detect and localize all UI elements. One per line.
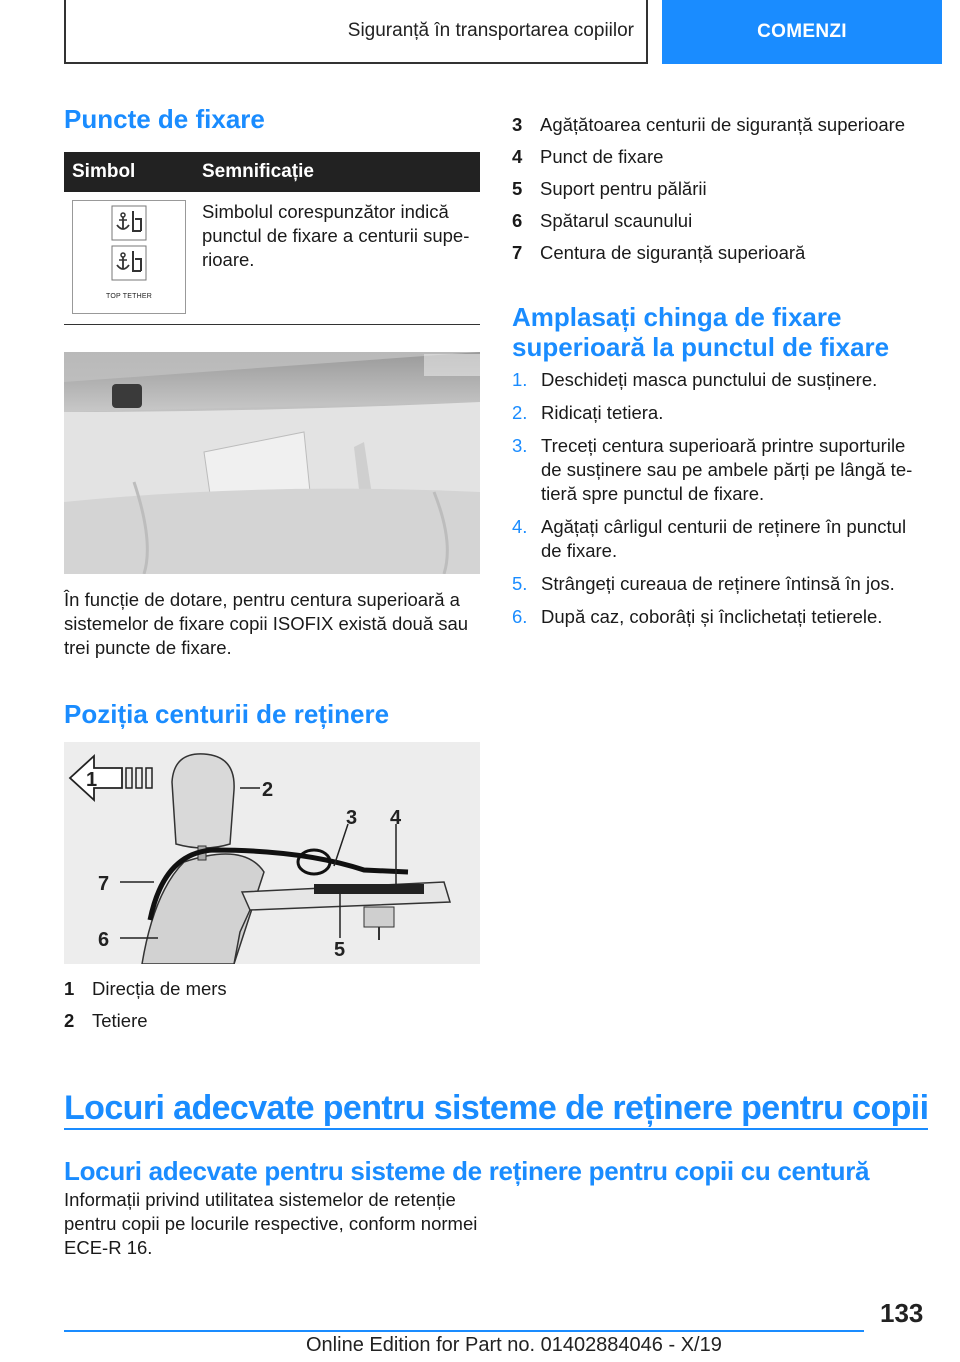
list-item: [512, 368, 928, 392]
step-text: Agățați cârligul centurii de reținere în punctul de fixare.: [541, 516, 907, 561]
step-number: 5.: [512, 573, 528, 594]
diagram-legend-left: [64, 977, 480, 1041]
main-section-heading: Locuri adecvate pentru sisteme de reținere pentru copii: [64, 1089, 929, 1127]
sub-section-heading: Locuri adecvate pentru sisteme de reținere pentru copii cu centură: [64, 1156, 870, 1186]
footer-divider: [64, 1330, 864, 1332]
step-number: 2.: [512, 402, 528, 423]
top-tether-caption: TOP TETHER: [106, 293, 152, 300]
header-tab-comenzi[interactable]: [662, 0, 942, 64]
belt-position-diagram: [64, 742, 480, 964]
header-section-box: [64, 0, 648, 64]
list-item: [64, 977, 480, 1001]
legend-text: Tetiere: [92, 1010, 148, 1031]
step-number: 1.: [512, 369, 528, 390]
rear-seat-photo: [64, 352, 480, 574]
diagram-label-6: 6: [98, 929, 110, 951]
list-item: [512, 177, 928, 201]
step-text: Treceți centura superioară printre suporturile de susținere sau pe ambele părți pe lângă tetieră spre punctul de fixare.: [541, 435, 913, 504]
legend-text: Suport pentru pălării: [540, 178, 707, 199]
list-item: [512, 434, 928, 506]
page-number: 133: [880, 1298, 924, 1328]
header-section-title: Siguranță în transportarea copiilor: [347, 20, 634, 41]
top-tether-symbol: [72, 200, 186, 314]
step-text: Ridicați tetiera.: [541, 402, 664, 423]
step-number: 3.: [512, 435, 528, 456]
list-item: [512, 113, 928, 137]
legend-text: Centura de siguranță superioară: [540, 242, 806, 263]
legend-text: Direcția de mers: [92, 978, 227, 999]
legend-number: 3: [512, 114, 523, 135]
legend-number: 7: [512, 242, 523, 263]
table-header-symbol: Simbol: [64, 152, 194, 192]
legend-number: 1: [64, 978, 75, 999]
diagram-label-1: 1: [86, 769, 98, 791]
heading-belt-position: Poziția centurii de reținere: [64, 699, 390, 729]
legend-text: Agățătoarea centurii de siguranță superioare: [540, 114, 906, 135]
heading-fixation-points: Puncte de fixare: [64, 104, 265, 134]
diagram-label-7: 7: [98, 873, 110, 895]
step-text: Deschideți masca punctului de susținere.: [541, 369, 878, 390]
list-item: [512, 401, 928, 425]
legend-text: Spătarul scaunului: [540, 210, 693, 231]
table-row: [64, 192, 480, 325]
step-text: După caz, coborâți și înclichetați tetierele.: [541, 606, 883, 627]
legend-number: 6: [512, 210, 523, 231]
list-item: [512, 515, 928, 563]
list-item: [512, 572, 928, 596]
photo-caption: În funcție de dotare, pentru centura superioară a sistemelor de fixare copii ISOFIX există două sau trei puncte de fixare.: [64, 589, 469, 658]
table-header-meaning: Semnificație: [194, 152, 480, 192]
heading-place-strap: Amplasați chinga de fixare superioară la punctul de fixare: [512, 302, 890, 362]
step-number: 6.: [512, 606, 528, 627]
diagram-legend-right: [512, 113, 928, 273]
step-text: Strângeți cureaua de reținere întinsă în jos.: [541, 573, 895, 594]
list-item: [512, 209, 928, 233]
list-item: [512, 145, 928, 169]
section-divider: [64, 1128, 928, 1130]
diagram-label-4: 4: [390, 807, 402, 829]
diagram-label-5: 5: [334, 939, 346, 961]
anchor-seat-icon: [111, 205, 147, 241]
diagram-label-3: 3: [346, 807, 358, 829]
symbol-table: [64, 152, 480, 325]
anchor-seat-icon: [111, 245, 147, 281]
header-tab-label: COMENZI: [757, 21, 847, 42]
legend-number: 5: [512, 178, 523, 199]
table-cell-meaning: Simbolul corespunzător indică punctul de fixare a centurii superioare.: [194, 192, 480, 325]
legend-number: 2: [64, 1010, 75, 1031]
step-number: 4.: [512, 516, 528, 537]
table-cell-symbol: [64, 192, 194, 325]
list-item: [512, 241, 928, 265]
diagram-label-2: 2: [262, 779, 274, 801]
steps-list: [512, 368, 928, 638]
list-item: [64, 1009, 480, 1033]
legend-number: 4: [512, 146, 523, 167]
footer-edition: Online Edition for Part no. 01402884046 - X/19: [306, 1334, 722, 1356]
list-item: [512, 605, 928, 629]
legend-text: Punct de fixare: [540, 146, 664, 167]
section-paragraph: Informații privind utilitatea sistemelor de retenție pentru copii pe locurile respective, conform normei ECE-R 16.: [64, 1189, 478, 1258]
